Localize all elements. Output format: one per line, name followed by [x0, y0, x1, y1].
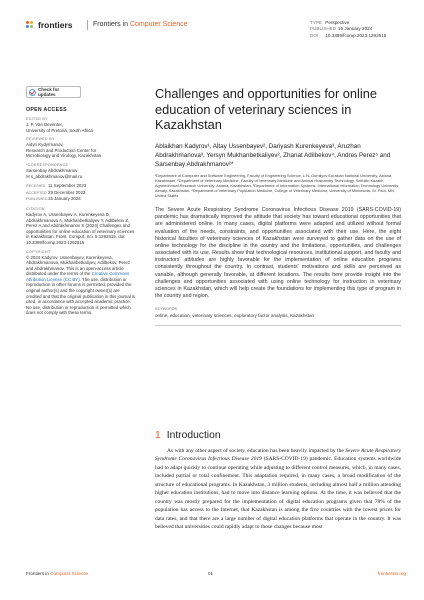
- license-link[interactable]: Creative Commons Attribution License (CC BY): [26, 271, 130, 282]
- check-updates-button[interactable]: Check for updates: [26, 86, 81, 98]
- journal-name[interactable]: Frontiers in Computer Science: [93, 21, 188, 28]
- page-number: 01: [208, 571, 214, 576]
- article-type: Perspective: [325, 20, 350, 25]
- author-list: Ablaikhan Kadyrov¹, Altay Ussenbayev², Dariyash Kurenkeyeva³, Aruzhan Abdrakhmanova³, Yersyn Mukhanbetkaliyev², Zhanat Adilbekov⁴, Andres Perez⁵ and Sarsenbay Abdrakhmanov²*: [155, 142, 391, 168]
- footer-site-link[interactable]: frontiersin.org: [377, 571, 406, 576]
- introduction-paragraph: As with any other aspect of society, education has been heavily impacted by the Severe Acute Respiratory Syndrome Coronavirus Infectious Disease 2019 (SARS-COVID-19) pandemic. Education systems worldwide had to adapt quickly to continue operating while adjusting to different control measures, which, in many cases, included partial or total confinement. This adaptation required, in many cases, a broad modification of the structure of educational programs. In Kazakhstan, 3 million students, including almost half a million attending higher education institutions, had to move into distance learning options. At the time, it was believed that the country was mostly prepared for the implementation of digital education programs given that 78% of the population has access to the Internet, that Kazakhstan is among the five countries with the lowest prices for data rates, and that there are a large number of digital education platforms that operate in the country. It was believed that universities could rapidly adapt to those changes because most: [155, 448, 402, 531]
- open-access-label: OPEN ACCESS: [26, 107, 67, 113]
- logo-text: frontiers: [38, 20, 73, 30]
- edited-by: EDITED BY J. P. Van Deventer, University of Pretoria, South Africa: [26, 117, 93, 133]
- published-date: 15 January 2024: [338, 26, 373, 32]
- correspondence-email[interactable]: ✉ s_abdrakhmanov@mail.ru: [26, 173, 83, 179]
- section-number: 1: [155, 430, 161, 441]
- correspondence: *CORRESPONDENCE Sarsenbay Abdrakhmanov ✉ s_abdrakhmanov@mail.ru: [26, 163, 136, 179]
- affiliations: ¹Department of Computer and Software Engineering, Faculty of Engineering Science, L.N. Gumilyov Eurasian National University, Astana, Kazakhstan, ²Department of Veterinary Medicine, Faculty of Veterinary Medicine and Animal Husbandry Technology, Seifullin Kazakh Agrotechnical Research University, Astana, Kazakhstan, ³Department of Information Systems, International Information Technology University, Almaty, Kazakhstan, ⁴Department of Veterinary Population Medicine, College of Veterinary Medicine, University of Minnesota, St. Paul, MN, United States: [155, 173, 400, 199]
- copyright: COPYRIGHT © 2024 Kadyrov, Ussenbayev, Kurenkeyeva, Abdrakhmanova, Mukhanbetkaliyev, Adilbekov, Perez and Abdrakhmanov. This is an open-access article distributed under the terms of the Creative Commons Attribution License (CC BY). The use, distribution or reproduction in other forums is permitted, provided the original author(s) and the copyright owner(s) are credited and that the original publication in this journal is cited, in accordance with accepted academic practice. No use, distribution or reproduction is permitted which does not comply with these terms.: [26, 249, 136, 316]
- check-updates-icon: [29, 89, 36, 96]
- footer-journal[interactable]: Frontiers in Computer Science: [26, 571, 89, 576]
- reviewed-by: REVIEWED BY Aidyn Kydyrmanov, Research and Production Center for Microbiology and Virology, Kazakhstan: [26, 137, 102, 159]
- article-title: Challenges and opportunities for online education of veterinary sciences in Kazakhstan: [155, 86, 377, 132]
- keywords: online, education, veterinary sciences, exploratory factor analysis, Kazakhstan: [155, 313, 401, 326]
- abstract: The Severe Acute Respiratory Syndrome Coronavirus Infectious Disease 2019 (SARS-COVID-19) pandemic has dramatically improved the attitude that society has toward educational opportunities that are administered online. In many cases, digital platforms were adapted and utilized without formal evaluation of the needs, constraints, and opportunities associated with their use. Here, the eight historical faculties of veterinary sciences of Kazakhstan were surveyed to gather data on the use of online technology for the discipline in the country and the limitations, opportunities, and challenges associated with its use. Results show that technological resources, institutional support, and faculty and instructors' attitudes are highly favorable for the implementation of online education programs consistently throughout the country. In contrast, students' motivations and skills are perceived as variable, although generally favorable, at different locations. The results here provide insight into the challenges and opportunities associated with using online technology for instruction in veterinary sciences in Kazakhstan, which will help create the foundations for implementing this type of program in the country and region.: [155, 207, 401, 299]
- article-sidebar: [26, 86, 136, 320]
- introduction-section: [155, 430, 401, 532]
- article-meta: TYPE Perspective PUBLISHED 15 January 2024 DOI 10.3389/fcomp.2023.1292515: [310, 20, 387, 38]
- frontiers-logo-icon: [26, 21, 35, 30]
- keywords-label: KEYWORDS: [155, 307, 178, 312]
- article-dates: RECEIVED 11 September 2023 ACCEPTED29 December 2023 PUBLISHED15 January 2024: [26, 183, 87, 202]
- section-heading: 1 Introduction: [155, 430, 221, 441]
- frontiers-logo[interactable]: [26, 20, 72, 30]
- page-header: [26, 20, 406, 60]
- header-divider: [87, 20, 88, 30]
- article-front: [155, 86, 401, 326]
- citation: CITATION Kadyrov A, Ussenbayev A, Kurenkeyeva D, Abdrakhmanova A, Mukhanbetkaliyev Y, Adilbekov Z, Perez A and Abdrakhmanov S (2024) Challenges and opportunities for online education of veterinary sciences in Kazakhstan. Front. Comput. Sci. 5:1292515. doi: 10.3389/fcomp.2023.1292515: [26, 206, 135, 245]
- doi[interactable]: 10.3389/fcomp.2023.1292515: [325, 32, 387, 38]
